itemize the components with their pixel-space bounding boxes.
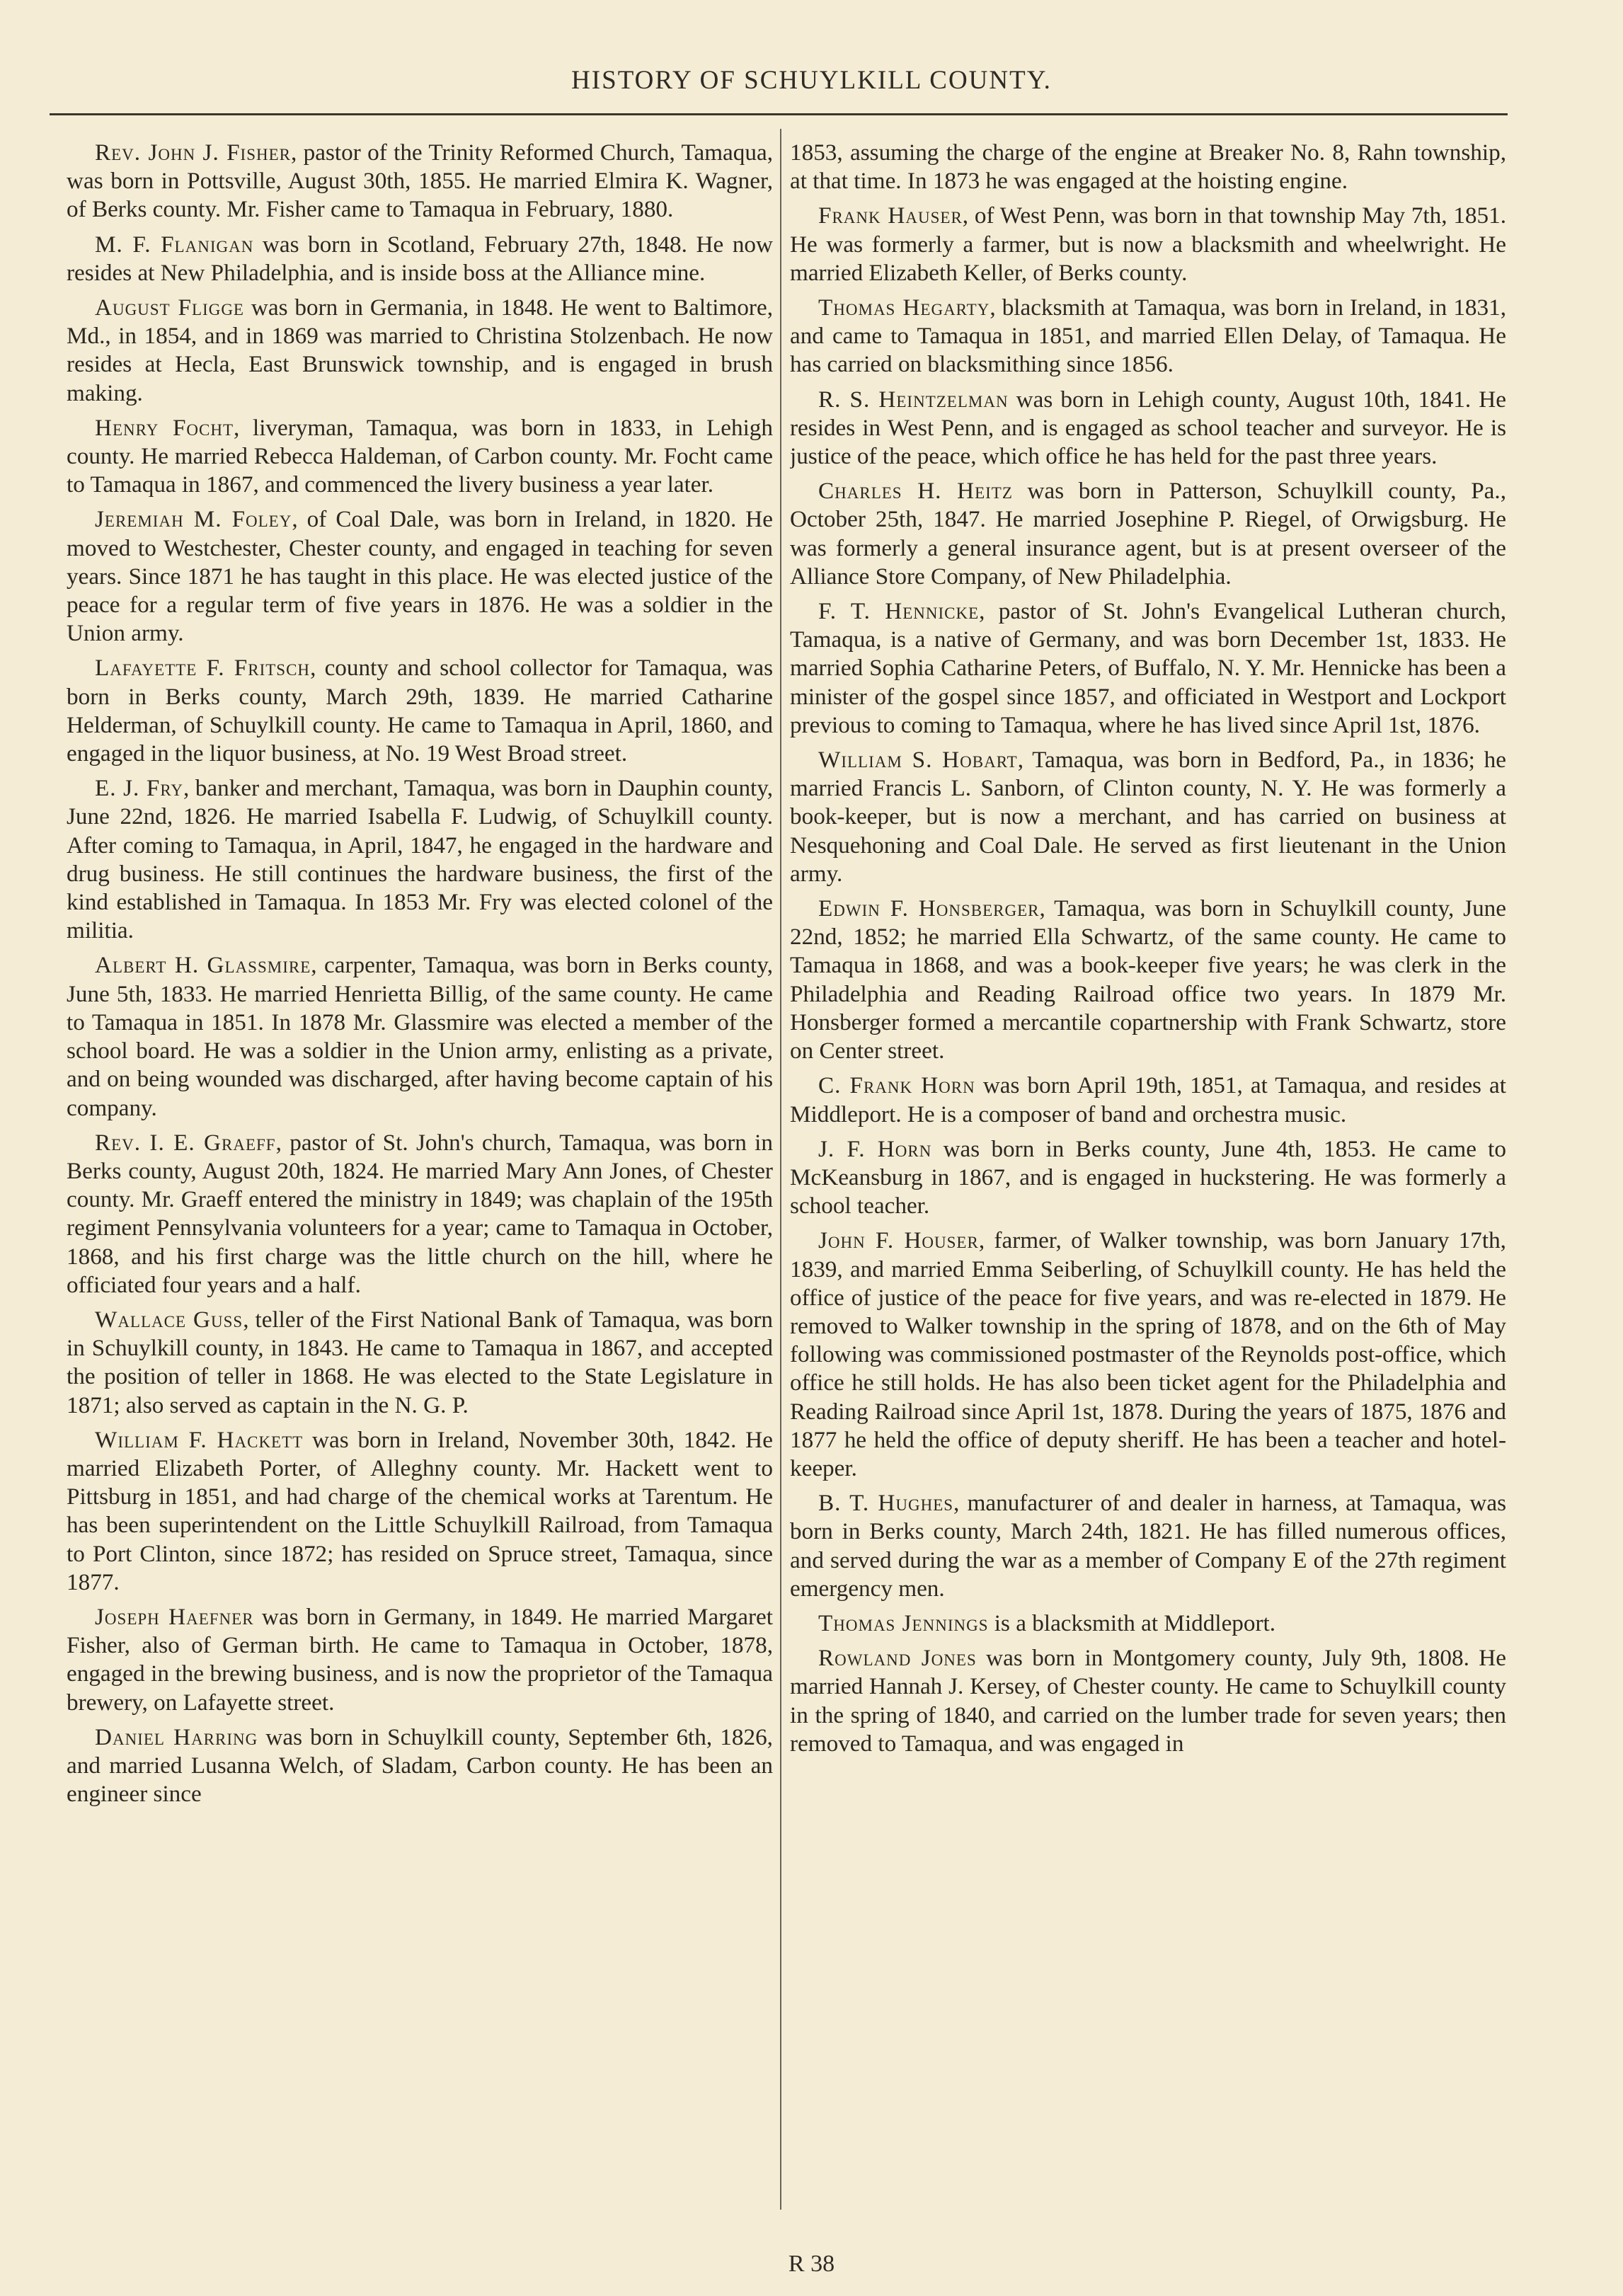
biography-entry: [790, 1227, 1506, 1483]
entry-name: Albert H. Glassmire: [95, 952, 311, 979]
biography-entry: [67, 951, 773, 1122]
biography-entry: [790, 477, 1506, 591]
entry-text: , county and school collector for Tamaqua, was born in Berks county, March 29th, 1839. He married Catharine Helderman, of Schuylkill county. He came to Tamaqua in April, 1860, and engaged in the liquor business, at No. 19 West Broad street.: [67, 655, 773, 767]
entry-name: C. Frank Horn: [818, 1072, 975, 1099]
entry-name: Rowland Jones: [818, 1645, 977, 1672]
biography-entry: [67, 774, 773, 945]
entry-name: Charles H. Heitz: [818, 478, 1013, 505]
entry-text: , pastor of St. John's church, Tamaqua, was born in Berks county, August 20th, 1824. He married Mary Ann Jones, of Chester county. Mr. Graeff entered the ministry in 1849; was chaplain of the 195th regiment Pennsylvania volunteers for a year; came to Tamaqua in October, 1868, and his first charge was the little church on the hill, where he officiated four years and a half.: [67, 1129, 773, 1298]
entry-text: was born April 19th, 1851, at Tamaqua, and resides at Middleport. He is a composer of band and orchestra music.: [790, 1072, 1506, 1127]
entry-name: John F. Houser: [818, 1227, 979, 1254]
biography-entry: [790, 386, 1506, 471]
entry-text: , manufacturer of and dealer in harness, at Tamaqua, was born in Berks county, March 24th, 1821. He has filled numerous offices, and served during the war as a member of Company E of the 27th regiment emergency men.: [790, 1490, 1506, 1602]
entry-text: was born in Germany, in 1849. He married Margaret Fisher, also of German birth. He came to Tamaqua in October, 1878, engaged in the brewing business, and is now the proprietor of the Tamaqua brewery, on Lafayette street.: [67, 1603, 773, 1716]
page-title: HISTORY OF SCHUYLKILL COUNTY.: [571, 66, 1052, 95]
biography-entry: [790, 1489, 1506, 1603]
entry-text: was born in Lehigh county, August 10th, 1841. He resides in West Penn, and is engaged as school teacher and surveyor. He is justice of the peace, which office he has held for the past three years.: [790, 386, 1506, 470]
entry-text: 1853, assuming the charge of the engine at Breaker No. 8, Rahn township, at that time. In 1873 he was engaged at the hoisting engine.: [790, 139, 1506, 195]
biography-entry: [790, 1135, 1506, 1221]
left-column: [67, 139, 773, 2220]
biography-entry: [790, 597, 1506, 740]
biography-entry: [67, 1723, 773, 1809]
entry-name: Rev. John J. Fisher: [95, 139, 292, 166]
entry-name: August Fligge: [95, 294, 244, 321]
entry-text: , Tamaqua, was born in Bedford, Pa., in 1836; he married Francis L. Sanborn, of Clinton county, N. Y. He was formerly a book-keeper, but is now a merchant, and has carried on business at Nesquehoning and Coal Dale. He served as first lieutenant in the Union army.: [790, 747, 1506, 887]
entry-name: Jeremiah M. Foley: [95, 506, 292, 533]
biography-entry: [67, 294, 773, 408]
biography-entry: [67, 231, 773, 287]
entry-text: , of Coal Dale, was born in Ireland, in 1820. He moved to Westchester, Chester county, and engaged in teaching for seven years. Since 1871 he has taught in this place. He was elected justice of the peace for a regular term of five years in 1876. He was a soldier in the Union army.: [67, 506, 773, 647]
biography-entry: [790, 1072, 1506, 1128]
entry-text: , of West Penn, was born in that township May 7th, 1851. He was formerly a farmer, but is now a blacksmith and wheelwright. He married Elizabeth Keller, of Berks county.: [790, 202, 1506, 286]
page-number: R 38: [788, 2251, 835, 2277]
entry-text: , teller of the First National Bank of Tamaqua, was born in Schuylkill county, in 1843. He came to Tamaqua in 1867, and accepted the position of teller in 1868. He was elected to the State Legislature in 1871; also served as captain in the N. G. P.: [67, 1306, 773, 1418]
entry-name: Thomas Jennings: [818, 1609, 989, 1636]
entry-text: was born in Montgomery county, July 9th, 1808. He married Hannah J. Kersey, of Chester county. He came to Schuylkill county in the spring of 1840, and carried on the lumber trade for seven years; then removed to Tamaqua, and was engaged in: [790, 1645, 1506, 1757]
entry-name: Edwin F. Honsberger: [818, 895, 1040, 922]
biography-entry: [790, 746, 1506, 888]
biography-entry: [67, 1306, 773, 1420]
entry-text: is a blacksmith at Middleport.: [988, 1609, 1276, 1636]
biography-entry: [67, 414, 773, 500]
column-divider: [780, 129, 781, 2210]
biography-entry: [67, 139, 773, 224]
entry-name: F. T. Hennicke: [818, 598, 980, 625]
entry-name: B. T. Hughes: [818, 1490, 954, 1517]
entry-text: , Tamaqua, was born in Schuylkill county, June 22nd, 1852; he married Ella Schwartz, of the same county. He came to Tamaqua in 1868, and was a book-keeper five years; he was clerk in the Philadelphia and Reading Railroad office two years. In 1879 Mr. Honsberger formed a mercantile copartnership with Frank Schwartz, store on Center street.: [790, 895, 1506, 1064]
biography-entry: [67, 1603, 773, 1717]
entry-name: Frank Hauser: [818, 202, 963, 229]
biography-entry-continued: [790, 139, 1506, 195]
entry-text: was born in Ireland, November 30th, 1842. He married Elizabeth Porter, of Alleghny county. Mr. Hackett went to Pittsburg in 1851, and had charge of the chemical works at Tarentum. He has been superintendent on the Little Schuylkill Railroad, from Tamaqua to Port Clinton, since 1872; has resided on Spruce street, Tamaqua, since 1877.: [67, 1426, 773, 1595]
entry-name: William F. Hackett: [95, 1426, 304, 1453]
right-column: [790, 139, 1506, 2220]
biography-entry: [790, 895, 1506, 1065]
entry-text: was born in Berks county, June 4th, 1853. He came to McKeansburg in 1867, and is engaged in huckstering. He was formerly a school teacher.: [790, 1135, 1506, 1219]
header-rule: [50, 113, 1508, 115]
entry-name: R. S. Heintzelman: [818, 386, 1009, 413]
entry-text: , pastor of St. John's Evangelical Lutheran church, Tamaqua, is a native of Germany, and was born December 1st, 1833. He married Sophia Catharine Peters, of Buffalo, N. Y. Mr. Hennicke has been a minister of the gospel since 1857, and officiated in Westport and Lockport previous to coming to Tamaqua, where he has lived since April 1st, 1876.: [790, 598, 1506, 738]
entry-name: Thomas Hegarty: [818, 294, 990, 321]
entry-text: , pastor of the Trinity Reformed Church, Tamaqua, was born in Pottsville, August 30th, 1855. He married Elmira K. Wagner, of Berks county. Mr. Fisher came to Tamaqua in February, 1880.: [67, 139, 773, 223]
entry-name: J. F. Horn: [818, 1135, 932, 1162]
entry-text: was born in Patterson, Schuylkill county, Pa., October 25th, 1847. He married Josephine P. Riegel, of Orwigsburg. He was formerly a general insurance agent, but is at present overseer of the Alliance Store Company, of New Philadelphia.: [790, 478, 1506, 590]
entry-name: M. F. Flanigan: [95, 231, 254, 258]
entry-name: Wallace Guss: [95, 1306, 243, 1333]
biography-entry: [790, 294, 1506, 379]
entry-name: Joseph Haefner: [95, 1603, 254, 1630]
entry-text: was born in Germania, in 1848. He went to Baltimore, Md., in 1854, and in 1869 was married to Christina Stolzenbach. He now resides at Hecla, East Brunswick township, and is engaged in brush making.: [67, 294, 773, 406]
biography-entry: [67, 1426, 773, 1597]
biography-entry: [790, 1609, 1506, 1638]
biography-entry: [67, 654, 773, 768]
entry-text: , liveryman, Tamaqua, was born in 1833, in Lehigh county. He married Rebecca Haldeman, of Carbon county. Mr. Focht came to Tamaqua in 1867, and commenced the livery business a year later.: [67, 414, 773, 498]
entry-name: William S. Hobart: [818, 747, 1018, 774]
entry-text: was born in Scotland, February 27th, 1848. He now resides at New Philadelphia, and is inside boss at the Alliance mine.: [67, 231, 773, 286]
entry-text: , banker and merchant, Tamaqua, was born in Dauphin county, June 22nd, 1826. He married Isabella F. Ludwig, of Schuylkill county. After coming to Tamaqua, in April, 1847, he engaged in the hardware and drug business. He still continues the hardware business, the first of the kind established in Tamaqua. In 1853 Mr. Fry was elected colonel of the militia.: [67, 775, 773, 944]
entry-text: was born in Schuylkill county, September 6th, 1826, and married Lusanna Welch, of Sladam, Carbon county. He has been an engineer since: [67, 1723, 773, 1808]
entry-text: , blacksmith at Tamaqua, was born in Ireland, in 1831, and came to Tamaqua in 1851, and married Ellen Delay, of Tamaqua. He has carried on blacksmithing since 1856.: [790, 294, 1506, 378]
entry-text: , carpenter, Tamaqua, was born in Berks county, June 5th, 1833. He married Henrietta Billig, of the same county. He came to Tamaqua in 1851. In 1878 Mr. Glassmire was elected a member of the school board. He was a soldier in the Union army, enlisting as a private, and on being wounded was discharged, after having become captain of his company.: [67, 952, 773, 1121]
entry-name: E. J. Fry: [95, 775, 183, 802]
biography-entry: [67, 505, 773, 648]
biography-entry: [67, 1129, 773, 1299]
entry-name: Daniel Harring: [95, 1723, 258, 1750]
biography-entry: [790, 1644, 1506, 1758]
entry-name: Rev. I. E. Graeff: [95, 1129, 276, 1156]
entry-name: Lafayette F. Fritsch: [95, 655, 311, 682]
entry-name: Henry Focht: [95, 414, 234, 441]
biography-entry: [790, 202, 1506, 287]
entry-text: , farmer, of Walker township, was born January 17th, 1839, and married Emma Seiberling, of Schuylkill county. He has held the office of justice of the peace for five years, and was re-elected in 1879. He removed to Walker township in the spring of 1878, and on the 6th of May following was commissioned postmaster of the Reynolds post-office, which office he still holds. He has also been ticket agent for the Philadelphia and Reading Railroad since April 1st, 1878. During the years of 1875, 1876 and 1877 he held the office of deputy sheriff. He has been a teacher and hotel-keeper.: [790, 1227, 1506, 1481]
